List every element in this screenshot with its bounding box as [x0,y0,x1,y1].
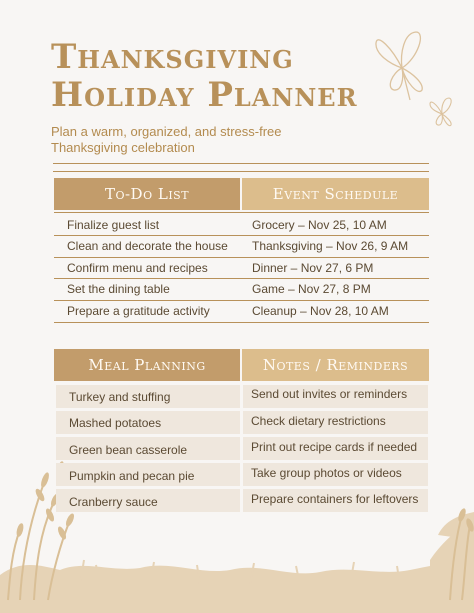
schedule-item: Grocery – Nov 25, 10 AM [252,218,387,232]
row-divider [54,257,429,258]
title-line-2: Holiday Planner [51,75,358,115]
column-divider [240,489,243,512]
column-divider [240,463,243,486]
notes-header: Notes / Reminders [242,349,429,381]
meal-item: Turkey and stuffing [69,390,171,404]
note-item: Send out invites or reminders [251,387,408,401]
todo-item: Set the dining table [67,282,170,296]
note-item: Prepare containers for leftovers [251,492,419,506]
row-divider [54,278,429,279]
note-item: Take group photos or videos [251,466,402,480]
column-divider [240,437,243,460]
todo-item: Prepare a gratitude activity [67,304,210,318]
subtitle-line-2: Thanksgiving celebration [51,140,195,155]
row-divider [54,322,429,323]
note-item: Check dietary restrictions [251,414,386,428]
subtitle-line-1: Plan a warm, organized, and stress-free [51,124,282,139]
meal-item: Pumpkin and pecan pie [69,469,195,483]
title-line-1: Thanksgiving [51,37,294,77]
note-item: Print out recipe cards if needed [251,440,418,454]
todo-item: Clean and decorate the house [67,239,228,253]
todo-header: To-Do List [54,178,240,210]
schedule-item: Thanksgiving – Nov 26, 9 AM [252,239,409,253]
todo-item: Finalize guest list [67,218,160,232]
divider-rule [53,163,429,164]
schedule-item: Cleanup – Nov 28, 10 AM [252,304,389,318]
row-divider [54,300,429,301]
column-divider [240,385,243,408]
meal-item: Green bean casserole [69,443,188,457]
butterfly-icon [372,28,434,104]
small-butterfly-icon [428,96,456,130]
meal-planning-header: Meal Planning [54,349,240,381]
schedule-item: Game – Nov 27, 8 PM [252,282,371,296]
row-divider [54,235,429,236]
subtitle [51,124,282,156]
schedule-header: Event Schedule [242,178,429,210]
divider-rule [53,171,429,172]
column-divider [240,411,243,434]
todo-item: Confirm menu and recipes [67,261,208,275]
row-divider [54,212,429,213]
page-title [51,38,358,114]
meal-item: Cranberry sauce [69,495,158,509]
schedule-item: Dinner – Nov 27, 6 PM [252,261,374,275]
meal-item: Mashed potatoes [69,416,162,430]
